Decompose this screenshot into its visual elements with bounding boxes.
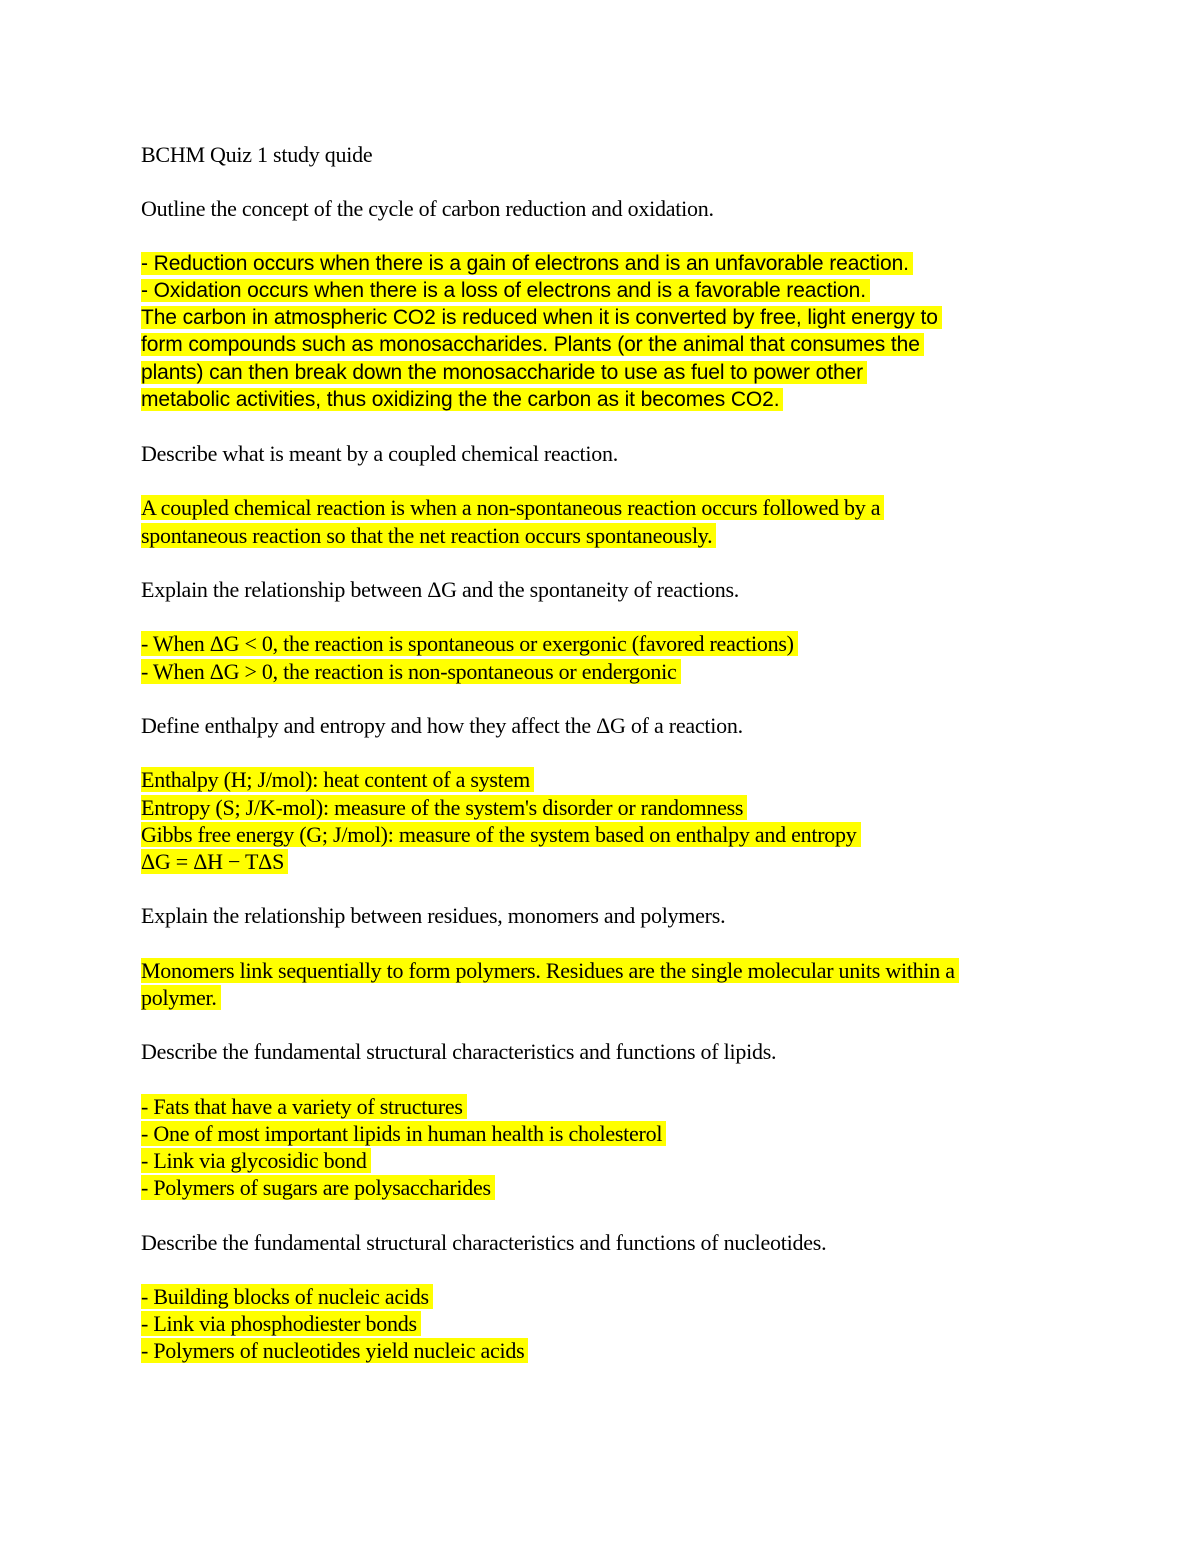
answer-line (141, 304, 1071, 331)
spacer (141, 875, 1071, 902)
highlighted-text: - Polymers of sugars are polysaccharides (141, 1175, 495, 1200)
question-coupled-reaction: Describe what is meant by a coupled chemical reaction. (141, 441, 619, 467)
answer-line (141, 658, 1071, 685)
question-delta-g: Explain the relationship between ΔG and the spontaneity of reactions. (141, 577, 740, 602)
highlighted-text: - One of most important lipids in human health is cholesterol (141, 1121, 666, 1146)
spacer (141, 1256, 1071, 1283)
highlighted-text: - Link via phosphodiester bonds (141, 1311, 421, 1336)
answer-line (141, 1174, 1071, 1201)
question-lipids: Describe the fundamental structural characteristics and functions of lipids. (141, 1039, 777, 1065)
answer-line (141, 359, 1071, 386)
highlighted-text: Gibbs free energy (G; J/mol): measure of the system based on enthalpy and entropy (141, 822, 861, 847)
highlighted-text: A coupled chemical reaction is when a non-spontaneous reaction occurs followed by a (141, 495, 884, 520)
question-carbon-cycle: Outline the concept of the cycle of carbon reduction and oxidation. (141, 196, 714, 222)
answer-line (141, 1093, 1071, 1120)
question-nucleotides: Describe the fundamental structural characteristics and functions of nucleotides. (141, 1229, 827, 1255)
answer-line (141, 522, 1071, 549)
highlighted-text: - Oxidation occurs when there is a loss of electrons and is a favorable reaction. (141, 279, 870, 302)
highlighted-text: - Fats that have a variety of structures (141, 1094, 467, 1119)
spacer (141, 223, 1071, 250)
answer-line (141, 277, 1071, 304)
spacer (141, 1011, 1071, 1038)
answer-line (141, 1147, 1071, 1174)
highlighted-text: metabolic activities, thus oxidizing the the carbon as it becomes CO2. (141, 388, 783, 411)
highlighted-text: - Polymers of nucleotides yield nucleic acids (141, 1338, 528, 1363)
highlighted-text: plants) can then break down the monosaccharide to use as fuel to power other (141, 361, 867, 384)
answer-line (141, 630, 1071, 657)
answer-line (141, 957, 1071, 984)
answer-line (141, 794, 1071, 821)
document-page (141, 141, 1071, 1364)
answer-line (141, 1283, 1071, 1310)
highlighted-text: - Reduction occurs when there is a gain of electrons and is an unfavorable reaction. (141, 252, 913, 275)
answer-line (141, 1120, 1071, 1147)
spacer (141, 1065, 1071, 1092)
highlighted-text: Monomers link sequentially to form polymers. Residues are the single molecular units within a (141, 958, 959, 983)
highlighted-text: Entropy (S; J/K-mol): measure of the system's disorder or randomness (141, 795, 747, 820)
spacer (141, 549, 1071, 576)
spacer (141, 413, 1071, 440)
highlighted-text: - Building blocks of nucleic acids (141, 1284, 433, 1309)
answer-line (141, 766, 1071, 793)
answer-line (141, 984, 1071, 1011)
spacer (141, 739, 1071, 766)
spacer (141, 1201, 1071, 1228)
highlighted-text: ΔG = ΔH − TΔS (141, 849, 288, 874)
answer-line (141, 1310, 1071, 1337)
spacer (141, 168, 1071, 195)
answer-line (141, 386, 1071, 413)
answer-line (141, 1337, 1071, 1364)
highlighted-text: polymer. (141, 985, 221, 1010)
answer-line (141, 250, 1071, 277)
spacer (141, 685, 1071, 712)
answer-line (141, 848, 1071, 875)
spacer (141, 603, 1071, 630)
highlighted-text: The carbon in atmospheric CO2 is reduced when it is converted by free, light energy to (141, 306, 942, 329)
highlighted-text: spontaneous reaction so that the net reaction occurs spontaneously. (141, 523, 716, 548)
spacer (141, 467, 1071, 494)
spacer (141, 929, 1071, 956)
highlighted-text: - When ΔG > 0, the reaction is non-spontaneous or endergonic (141, 659, 681, 684)
question-residues-polymers: Explain the relationship between residues, monomers and polymers. (141, 903, 726, 929)
highlighted-text: - When ΔG < 0, the reaction is spontaneous or exergonic (favored reactions) (141, 631, 798, 656)
document-title: BCHM Quiz 1 study quide (141, 142, 373, 167)
answer-line (141, 331, 1071, 358)
highlighted-text: Enthalpy (H; J/mol): heat content of a system (141, 767, 534, 792)
question-enthalpy-entropy: Define enthalpy and entropy and how they affect the ΔG of a reaction. (141, 712, 743, 738)
highlighted-text: form compounds such as monosaccharides. Plants (or the animal that consumes the (141, 333, 924, 356)
answer-line (141, 821, 1071, 848)
answer-line (141, 494, 1071, 521)
highlighted-text: - Link via glycosidic bond (141, 1148, 371, 1173)
